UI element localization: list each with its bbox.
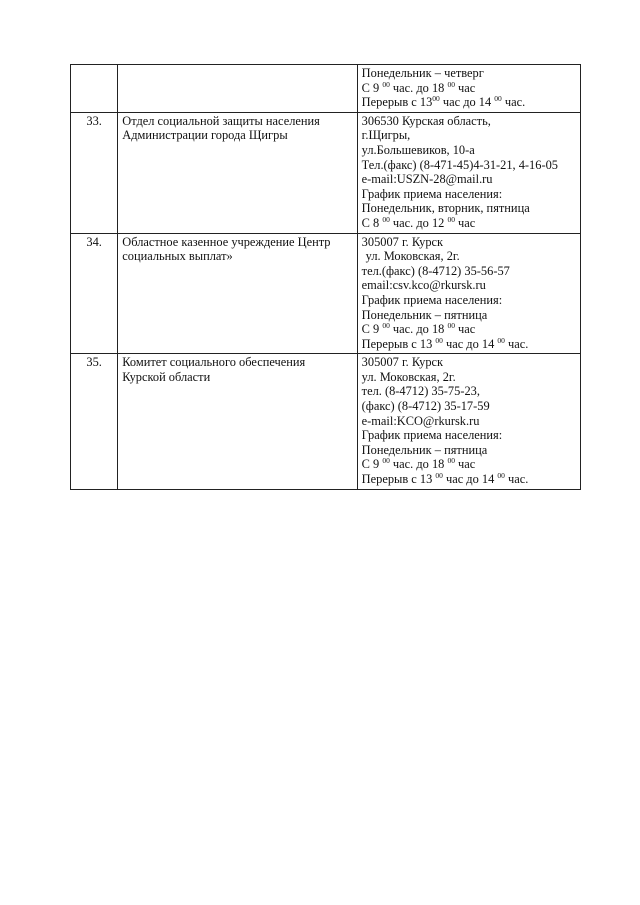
- contact-info-text: Перерыв с 13: [361, 95, 433, 110]
- contact-info-text: (факс) (8-4712) 35-17-59: [361, 399, 490, 414]
- contact-info-text: email:csv.kco@rkursk.ru: [361, 278, 486, 293]
- contact-info-line: [362, 472, 576, 487]
- table-row: [71, 112, 581, 233]
- time-minutes-superscript: 00: [382, 79, 390, 89]
- contact-info-line: [362, 187, 576, 202]
- contact-info-line: [362, 370, 576, 385]
- contact-info-line: [362, 322, 576, 337]
- contact-info-text: Понедельник – четверг: [361, 66, 484, 80]
- contact-info-line: [362, 201, 576, 216]
- contact-info-text: С 9: [361, 322, 383, 337]
- contact-info-text: Понедельник – пятница: [361, 442, 488, 457]
- contact-info-text: час: [454, 80, 476, 95]
- contact-info-text: час до 14: [442, 472, 498, 487]
- contact-info-text: час до 14: [439, 95, 495, 110]
- time-minutes-superscript: 00: [382, 321, 390, 331]
- contact-info-line: [362, 235, 576, 250]
- contact-info-text: час до 14: [442, 336, 498, 351]
- organization-name-line: Комитет социального обеспечения: [122, 355, 306, 370]
- time-minutes-superscript: 00: [432, 94, 440, 104]
- contact-info-line: [362, 428, 576, 443]
- contact-info-text: С 8: [361, 215, 383, 230]
- contact-info-text: Понедельник – пятница: [361, 307, 488, 322]
- contacts-table-body: [71, 65, 581, 490]
- contact-info-text: ул. Моковская, 2г.: [361, 369, 456, 384]
- contact-info-text: 305007 г. Курск: [361, 234, 444, 249]
- contact-info-text: час: [454, 322, 476, 337]
- contact-info-text: 305007 г. Курск: [361, 355, 444, 370]
- contact-info-text: ул. Моковская, 2г.: [365, 249, 460, 264]
- time-minutes-superscript: 00: [435, 335, 443, 345]
- contact-info-line: [362, 172, 576, 187]
- time-minutes-superscript: 00: [447, 321, 455, 331]
- contact-info-line: [362, 399, 576, 414]
- contact-info-line: [362, 278, 576, 293]
- contact-info-text: час.: [504, 472, 529, 487]
- contact-info-text: График приема населения:: [361, 186, 503, 201]
- contact-info-line: [362, 443, 576, 458]
- time-minutes-superscript: 00: [435, 471, 443, 481]
- row-number-cell: 35.: [71, 354, 118, 489]
- contact-info-text: С 9: [361, 80, 383, 95]
- organization-name-cell: [118, 354, 357, 489]
- contact-info-line: [362, 114, 576, 129]
- contact-info-line: [362, 308, 576, 323]
- contact-info-text: час: [454, 457, 476, 472]
- contact-info-line: [362, 128, 576, 143]
- contact-info-text: час. до 18: [389, 457, 448, 472]
- contact-info-line: [362, 264, 576, 279]
- contact-info-text: e-mail:USZN-28@mail.ru: [361, 172, 493, 187]
- contact-info-text: Тел.(факс) (8-471-45)4-31-21, 4-16-05: [361, 157, 558, 172]
- contact-info-text: час. до 18: [389, 80, 448, 95]
- contact-info-text: час: [454, 215, 476, 230]
- time-minutes-superscript: 00: [447, 214, 455, 224]
- organization-name-cell: [118, 112, 357, 233]
- contact-info-line: [362, 457, 576, 472]
- contact-info-line: [362, 95, 576, 110]
- organization-name-cell: [118, 65, 357, 113]
- contact-info-text: тел. (8-4712) 35-75-23,: [361, 384, 480, 399]
- contact-info-line: [362, 158, 576, 173]
- contact-info-text: г.Щигры,: [361, 128, 411, 143]
- time-minutes-superscript: 00: [447, 79, 455, 89]
- organization-name-line: Областное казенное учреждение Центр: [122, 234, 331, 249]
- contact-info-line: [362, 216, 576, 231]
- contact-info-line: [362, 384, 576, 399]
- contact-info-text: час. до 12: [389, 215, 448, 230]
- contact-info-cell: [357, 112, 580, 233]
- contact-info-text: Перерыв с 13: [361, 336, 436, 351]
- contact-info-text: Понедельник, вторник, пятница: [361, 201, 530, 216]
- contact-info-line: [362, 249, 576, 264]
- time-minutes-superscript: 00: [382, 214, 390, 224]
- contact-info-line: [362, 66, 576, 81]
- organization-name-line: Отдел социальной защиты населения: [122, 113, 320, 128]
- contact-info-text: График приема населения:: [361, 428, 503, 443]
- organization-name-line: социальных выплат»: [122, 249, 233, 264]
- contact-info-text: час.: [504, 336, 529, 351]
- contact-info-line: [362, 355, 576, 370]
- time-minutes-superscript: 00: [382, 456, 390, 466]
- time-minutes-superscript: 00: [497, 471, 505, 481]
- contact-info-text: ул.Большевиков, 10-а: [361, 142, 475, 157]
- contact-info-text: 306530 Курская область,: [361, 113, 491, 128]
- contact-info-line: [362, 293, 576, 308]
- contact-info-line: [362, 414, 576, 429]
- contact-info-text: График приема населения:: [361, 292, 503, 307]
- table-row: [71, 65, 581, 113]
- organization-name-line: Курской области: [122, 369, 211, 384]
- organization-name-line: Администрации города Щигры: [122, 128, 288, 143]
- contact-info-text: e-mail:KCO@rkursk.ru: [361, 413, 480, 428]
- time-minutes-superscript: 00: [497, 335, 505, 345]
- row-number-cell: 34.: [71, 233, 118, 354]
- table-row: [71, 354, 581, 489]
- contact-info-text: С 9: [361, 457, 383, 472]
- contact-info-cell: [357, 65, 580, 113]
- table-row: [71, 233, 581, 354]
- contact-info-cell: [357, 354, 580, 489]
- contact-info-text: час.: [501, 95, 526, 110]
- organization-name-cell: [118, 233, 357, 354]
- contact-info-text: Перерыв с 13: [361, 472, 436, 487]
- row-number-cell: 33.: [71, 112, 118, 233]
- contact-info-line: [362, 143, 576, 158]
- time-minutes-superscript: 00: [447, 456, 455, 466]
- contact-info-text: тел.(факс) (8-4712) 35-56-57: [361, 263, 510, 278]
- contact-info-line: [362, 337, 576, 352]
- contact-info-text: час. до 18: [389, 322, 448, 337]
- time-minutes-superscript: 00: [494, 94, 502, 104]
- contacts-table: [70, 64, 581, 490]
- contact-info-cell: [357, 233, 580, 354]
- contact-info-line: [362, 81, 576, 96]
- row-number-cell: [71, 65, 118, 113]
